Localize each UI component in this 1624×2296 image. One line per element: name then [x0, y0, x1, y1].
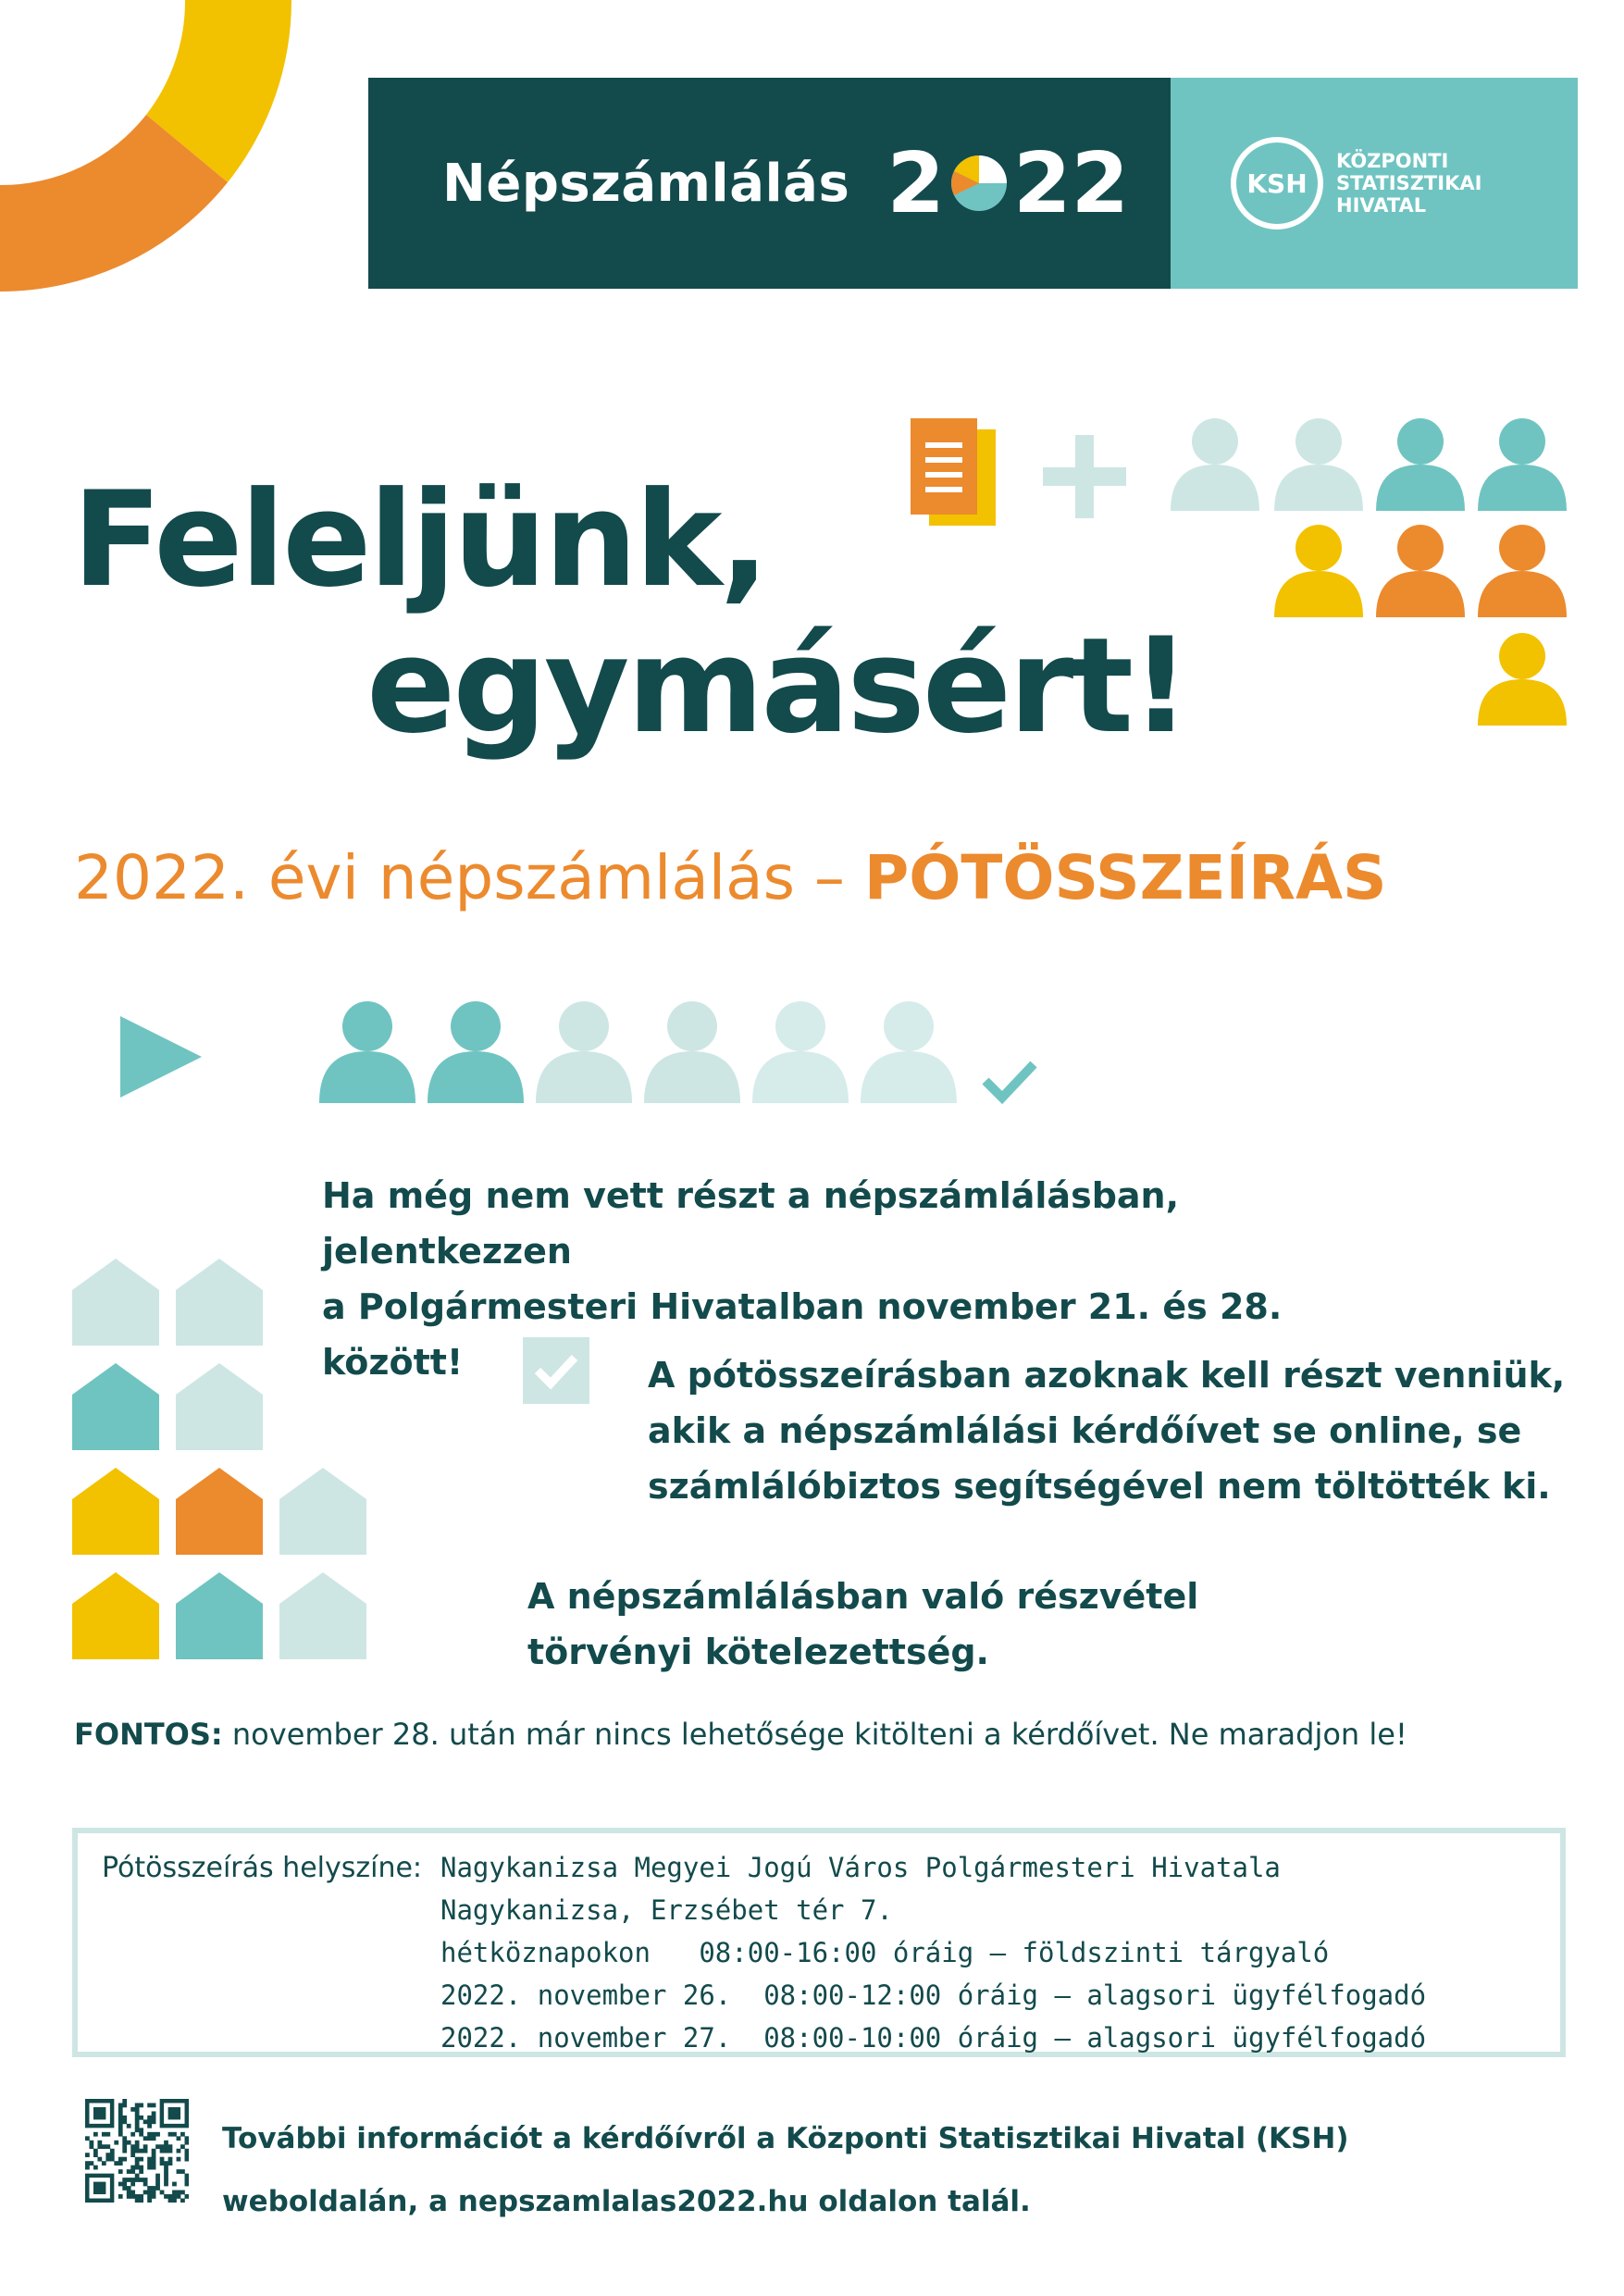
people-row-graphic	[319, 999, 1041, 1106]
important-text: november 28. után már nincs lehetősége kitölteni a kérdőívet. Ne maradjon le!	[222, 1717, 1407, 1752]
header-banner	[368, 78, 1171, 289]
ksh-logo-panel	[1171, 78, 1578, 289]
more-info-suffix: oldalon talál.	[808, 2185, 1031, 2218]
intro-line1: Ha még nem vett részt a népszámlálásban, jelentkezzen	[322, 1175, 1180, 1272]
house-icon	[72, 1468, 159, 1555]
checkmark-icon	[986, 1064, 1034, 1098]
person-icon	[1478, 525, 1567, 617]
year-suffix: 22	[1012, 134, 1130, 232]
headline-line1: Feleljünk,	[72, 464, 767, 616]
location-line: hétköznapokon 08:00-16:00 óráig – földszinti tárgyaló	[440, 1937, 1330, 1968]
legal-line2: törvényi kötelezettség.	[527, 1632, 989, 1672]
person-icon	[1274, 418, 1363, 511]
eligibility-line3: számlálóbiztos segítségével nem töltötték ki.	[648, 1466, 1551, 1507]
more-info-text	[222, 2107, 1518, 2233]
location-line: 2022. november 27. 08:00-10:00 óráig – alagsori ügyfélfogadó	[440, 2022, 1427, 2054]
eligibility-text	[648, 1347, 1573, 1514]
legal-line1: A népszámlálásban való részvétel	[527, 1576, 1199, 1617]
eligibility-line2: akik a népszámlálási kérdőívet se online, se	[648, 1410, 1522, 1451]
house-icon	[279, 1572, 366, 1659]
headline	[72, 464, 1188, 763]
person-icon	[1274, 525, 1363, 617]
person-icon	[1376, 525, 1465, 617]
house-icon	[176, 1363, 263, 1450]
person-icon	[1171, 418, 1259, 511]
header-title: Népszámlálás	[442, 153, 850, 214]
location-line: Nagykanizsa, Erzsébet tér 7.	[440, 1894, 893, 1926]
header-year	[886, 135, 1129, 232]
checkbox-icon	[523, 1337, 589, 1404]
house-icon	[72, 1363, 159, 1450]
house-icon	[72, 1572, 159, 1659]
house-icon	[176, 1572, 263, 1659]
census-pie-icon	[947, 151, 1011, 216]
person-icon	[1478, 418, 1567, 511]
important-notice	[74, 1717, 1573, 1752]
headline-line2: egymásért!	[366, 610, 1188, 763]
people-group-graphic	[1171, 416, 1578, 736]
person-icon	[1478, 633, 1567, 726]
house-icon	[176, 1259, 263, 1346]
person-icon	[1376, 418, 1465, 511]
qr-code	[85, 2099, 189, 2203]
year-prefix: 2	[886, 134, 945, 232]
more-info-line2	[222, 2170, 1518, 2233]
subtitle-prefix: 2022. évi népszámlálás –	[74, 842, 864, 913]
location-line: Nagykanizsa Megyei Jogú Város Polgármesteri Hivatala	[440, 1852, 1281, 1883]
more-info-prefix: weboldalán, a	[222, 2185, 458, 2218]
house-icon	[176, 1468, 263, 1555]
house-icon	[72, 1259, 159, 1346]
subtitle-highlight: PÓTÖSSZEÍRÁS	[863, 842, 1387, 913]
location-box	[72, 1828, 1566, 2057]
house-icon	[279, 1468, 366, 1555]
location-line: 2022. november 26. 08:00-12:00 óráig – alagsori ügyfélfogadó	[440, 1980, 1427, 2011]
ksh-name	[1336, 150, 1481, 217]
ksh-name-line3: HIVATAL	[1336, 194, 1427, 217]
location-label: Pótösszeírás helyszíne:	[102, 1852, 423, 1884]
play-triangle-icon	[118, 1014, 204, 1099]
eligibility-line1: A pótösszeírásban azoknak kell részt venniük,	[648, 1355, 1566, 1396]
subtitle	[74, 842, 1573, 913]
corner-arc-graphic	[0, 0, 296, 296]
more-info-line1: További információt a kérdőívről a Központi Statisztikai Hivatal (KSH)	[222, 2122, 1349, 2155]
ksh-name-line1: KÖZPONTI	[1336, 150, 1449, 172]
important-label: FONTOS:	[74, 1717, 223, 1752]
intro-line2: a Polgármesteri Hivatalban november 21. és 28. között!	[322, 1286, 1283, 1383]
ksh-logo: KSH	[1231, 137, 1323, 230]
houses-grid-graphic	[72, 1259, 378, 1666]
legal-obligation-text	[527, 1569, 1360, 1680]
ksh-name-line2: STATISZTIKAI	[1336, 172, 1482, 194]
website-link[interactable]: nepszamlalas2022.hu	[457, 2185, 809, 2218]
